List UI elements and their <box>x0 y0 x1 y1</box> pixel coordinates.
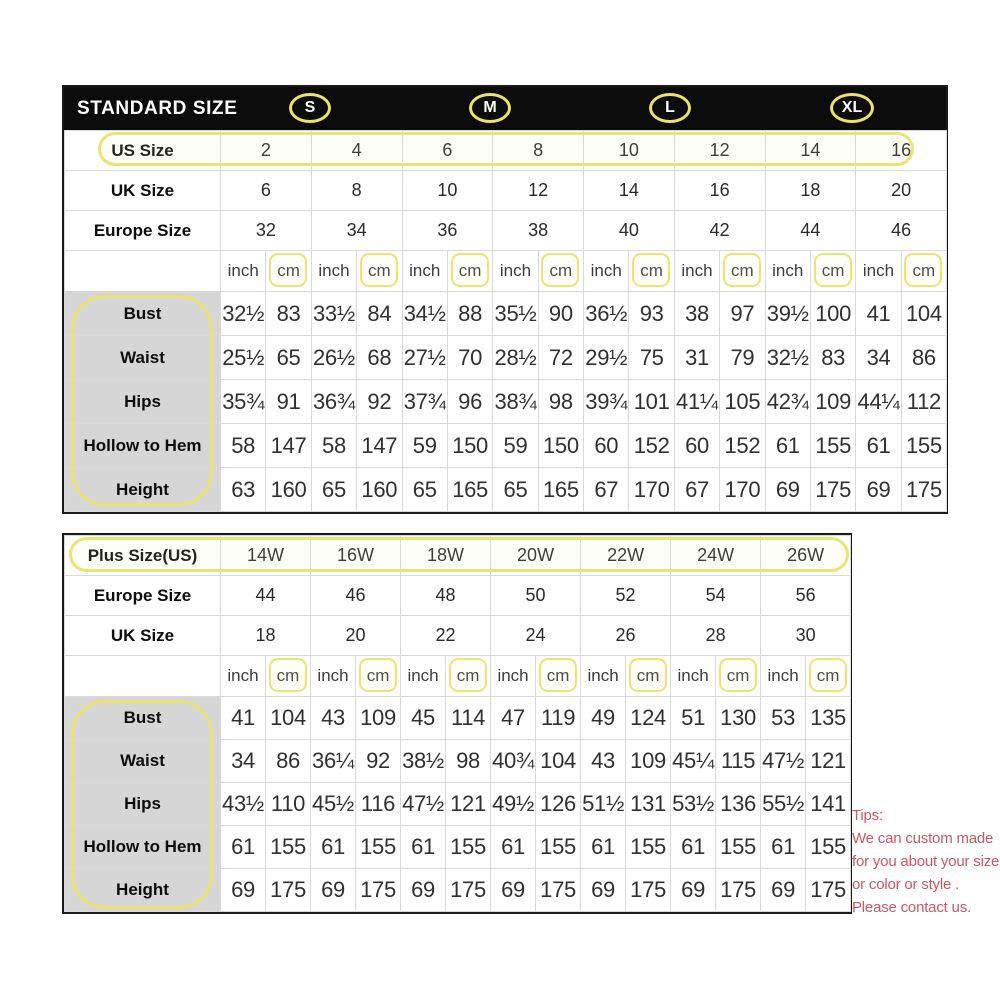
tips-line: We can custom made <box>852 830 994 847</box>
measure-value-cell: 170 <box>720 468 765 512</box>
size-value-cell: 28 <box>671 616 761 656</box>
measure-value-cell: 53 <box>761 697 806 740</box>
standard-size-grid <box>64 130 946 512</box>
measure-row-height <box>65 869 851 912</box>
row-label-waist: Waist <box>65 336 221 380</box>
measure-value-cell: 35¾ <box>221 380 266 424</box>
size-value-cell: 50 <box>491 576 581 616</box>
size-value-cell: 16 <box>856 131 947 171</box>
measure-value-cell: 98 <box>446 740 491 783</box>
plus-size-grid <box>64 535 850 912</box>
measure-value-cell: 96 <box>447 380 492 424</box>
measure-value-cell: 61 <box>311 826 356 869</box>
size-value-cell: 20W <box>491 536 581 576</box>
row-label-us-size: US Size <box>65 131 221 171</box>
measure-value-cell: 43 <box>581 740 626 783</box>
size-row-uk-size <box>65 616 851 656</box>
size-group-badge-m: M <box>469 93 511 123</box>
measure-value-cell: 47½ <box>401 783 446 826</box>
measure-value-cell: 61 <box>856 424 901 468</box>
measure-value-cell: 38½ <box>401 740 446 783</box>
measure-value-cell: 42¾ <box>765 380 810 424</box>
measure-value-cell: 32½ <box>221 292 266 336</box>
measure-row-hips <box>65 380 947 424</box>
tips-title: Tips: <box>852 807 883 824</box>
size-value-cell: 40 <box>584 211 675 251</box>
measure-value-cell: 155 <box>810 424 855 468</box>
size-value-cell: 20 <box>311 616 401 656</box>
measure-value-cell: 115 <box>716 740 761 783</box>
measure-value-cell: 131 <box>626 783 671 826</box>
measure-value-cell: 61 <box>761 826 806 869</box>
measure-value-cell: 43½ <box>221 783 266 826</box>
measure-value-cell: 61 <box>401 826 446 869</box>
size-value-cell: 46 <box>856 211 947 251</box>
measure-value-cell: 70 <box>447 336 492 380</box>
measure-value-cell: 165 <box>447 468 492 512</box>
measure-value-cell: 69 <box>221 869 266 912</box>
measure-value-cell: 47½ <box>761 740 806 783</box>
size-row-europe-size <box>65 576 851 616</box>
measure-value-cell: 45 <box>401 697 446 740</box>
size-group-badge-xl: XL <box>830 93 874 123</box>
measure-value-cell: 38 <box>674 292 719 336</box>
measure-value-cell: 105 <box>720 380 765 424</box>
size-value-cell: 8 <box>493 131 584 171</box>
unit-cell-inch: inch <box>765 251 810 292</box>
measure-value-cell: 55½ <box>761 783 806 826</box>
size-value-cell: 10 <box>584 131 675 171</box>
measure-value-cell: 63 <box>221 468 266 512</box>
size-value-cell: 14W <box>221 536 311 576</box>
measure-value-cell: 69 <box>765 468 810 512</box>
unit-cell-inch: inch <box>581 656 626 697</box>
measure-value-cell: 109 <box>810 380 855 424</box>
measure-value-cell: 65 <box>311 468 356 512</box>
size-value-cell: 10 <box>402 171 493 211</box>
measure-value-cell: 33½ <box>311 292 356 336</box>
unit-cell-inch: inch <box>221 656 266 697</box>
measure-value-cell: 69 <box>856 468 901 512</box>
unit-cell-inch: inch <box>584 251 629 292</box>
measure-value-cell: 175 <box>626 869 671 912</box>
tips-line: Please contact us. <box>852 899 971 916</box>
unit-cell-cm: cm <box>357 251 402 292</box>
row-label-hips: Hips <box>65 783 221 826</box>
measure-row-waist <box>65 336 947 380</box>
unit-row-label <box>65 656 221 697</box>
size-row-plus-size-us <box>65 536 851 576</box>
unit-cell-cm: cm <box>356 656 401 697</box>
measure-value-cell: 91 <box>266 380 311 424</box>
measure-value-cell: 86 <box>266 740 311 783</box>
measure-value-cell: 75 <box>629 336 674 380</box>
measure-value-cell: 155 <box>806 826 851 869</box>
size-value-cell: 36 <box>402 211 493 251</box>
size-value-cell: 38 <box>493 211 584 251</box>
measure-value-cell: 39½ <box>765 292 810 336</box>
unit-cell-cm: cm <box>629 251 674 292</box>
measure-value-cell: 69 <box>671 869 716 912</box>
measure-value-cell: 135 <box>806 697 851 740</box>
measure-value-cell: 152 <box>720 424 765 468</box>
measure-value-cell: 36½ <box>584 292 629 336</box>
unit-cell-inch: inch <box>674 251 719 292</box>
size-value-cell: 12 <box>674 131 765 171</box>
measure-value-cell: 69 <box>401 869 446 912</box>
size-value-cell: 30 <box>761 616 851 656</box>
measure-value-cell: 90 <box>538 292 583 336</box>
measure-value-cell: 59 <box>402 424 447 468</box>
row-label-hollow-to-hem: Hollow to Hem <box>65 826 221 869</box>
measure-value-cell: 49½ <box>491 783 536 826</box>
row-label-height: Height <box>65 869 221 912</box>
measure-value-cell: 61 <box>581 826 626 869</box>
row-label-hips: Hips <box>65 380 221 424</box>
size-row-uk-size <box>65 171 947 211</box>
measure-value-cell: 39¾ <box>584 380 629 424</box>
unit-cell-cm: cm <box>901 251 946 292</box>
unit-cell-cm: cm <box>806 656 851 697</box>
measure-value-cell: 58 <box>221 424 266 468</box>
measure-value-cell: 45½ <box>311 783 356 826</box>
measure-value-cell: 32½ <box>765 336 810 380</box>
measure-value-cell: 98 <box>538 380 583 424</box>
size-value-cell: 2 <box>221 131 312 171</box>
size-value-cell: 46 <box>311 576 401 616</box>
size-value-cell: 32 <box>221 211 312 251</box>
size-value-cell: 14 <box>584 171 675 211</box>
size-group-badge-l: L <box>649 93 691 123</box>
size-value-cell: 18 <box>765 171 856 211</box>
standard-size-header <box>64 87 946 130</box>
size-value-cell: 4 <box>311 131 402 171</box>
measure-value-cell: 100 <box>810 292 855 336</box>
measure-value-cell: 147 <box>357 424 402 468</box>
size-value-cell: 18W <box>401 536 491 576</box>
size-value-cell: 16 <box>674 171 765 211</box>
unit-cell-inch: inch <box>761 656 806 697</box>
size-value-cell: 6 <box>402 131 493 171</box>
measure-value-cell: 67 <box>584 468 629 512</box>
measure-value-cell: 165 <box>538 468 583 512</box>
unit-cell-inch: inch <box>671 656 716 697</box>
row-label-europe-size: Europe Size <box>65 576 221 616</box>
unit-cell-cm: cm <box>716 656 761 697</box>
row-label-europe-size: Europe Size <box>65 211 221 251</box>
measure-value-cell: 155 <box>266 826 311 869</box>
measure-value-cell: 34½ <box>402 292 447 336</box>
measure-value-cell: 25½ <box>221 336 266 380</box>
measure-value-cell: 147 <box>266 424 311 468</box>
size-value-cell: 44 <box>765 211 856 251</box>
measure-value-cell: 104 <box>901 292 946 336</box>
tips-note <box>852 804 999 919</box>
measure-value-cell: 93 <box>629 292 674 336</box>
size-row-europe-size <box>65 211 947 251</box>
measure-value-cell: 59 <box>493 424 538 468</box>
measure-value-cell: 61 <box>491 826 536 869</box>
measure-value-cell: 36¾ <box>311 380 356 424</box>
measure-value-cell: 150 <box>447 424 492 468</box>
measure-value-cell: 155 <box>536 826 581 869</box>
row-label-uk-size: UK Size <box>65 616 221 656</box>
unit-row <box>65 656 851 697</box>
measure-value-cell: 126 <box>536 783 581 826</box>
measure-value-cell: 97 <box>720 292 765 336</box>
measure-value-cell: 28½ <box>493 336 538 380</box>
measure-value-cell: 60 <box>674 424 719 468</box>
measure-value-cell: 69 <box>311 869 356 912</box>
measure-value-cell: 47 <box>491 697 536 740</box>
measure-row-hollow-to-hem <box>65 424 947 468</box>
size-value-cell: 34 <box>311 211 402 251</box>
measure-value-cell: 101 <box>629 380 674 424</box>
size-value-cell: 8 <box>311 171 402 211</box>
measure-value-cell: 175 <box>901 468 946 512</box>
unit-cell-cm: cm <box>626 656 671 697</box>
measure-value-cell: 49 <box>581 697 626 740</box>
measure-value-cell: 155 <box>446 826 491 869</box>
unit-cell-inch: inch <box>221 251 266 292</box>
measure-value-cell: 109 <box>626 740 671 783</box>
measure-value-cell: 150 <box>538 424 583 468</box>
unit-cell-cm: cm <box>810 251 855 292</box>
row-label-height: Height <box>65 468 221 512</box>
measure-value-cell: 72 <box>538 336 583 380</box>
measure-row-height <box>65 468 947 512</box>
size-value-cell: 56 <box>761 576 851 616</box>
measure-value-cell: 43 <box>311 697 356 740</box>
measure-value-cell: 68 <box>357 336 402 380</box>
unit-row <box>65 251 947 292</box>
measure-value-cell: 31 <box>674 336 719 380</box>
measure-value-cell: 92 <box>356 740 401 783</box>
size-value-cell: 18 <box>221 616 311 656</box>
measure-value-cell: 65 <box>493 468 538 512</box>
measure-value-cell: 155 <box>716 826 761 869</box>
measure-value-cell: 79 <box>720 336 765 380</box>
measure-value-cell: 124 <box>626 697 671 740</box>
measure-row-hollow-to-hem <box>65 826 851 869</box>
measure-value-cell: 38¾ <box>493 380 538 424</box>
measure-value-cell: 51½ <box>581 783 626 826</box>
measure-value-cell: 175 <box>536 869 581 912</box>
tips-line: for you about your size <box>852 853 1000 870</box>
measure-value-cell: 155 <box>626 826 671 869</box>
measure-value-cell: 65 <box>402 468 447 512</box>
measure-value-cell: 44¼ <box>856 380 901 424</box>
measure-value-cell: 88 <box>447 292 492 336</box>
unit-cell-cm: cm <box>266 251 311 292</box>
size-value-cell: 54 <box>671 576 761 616</box>
row-label-bust: Bust <box>65 697 221 740</box>
unit-cell-cm: cm <box>538 251 583 292</box>
size-value-cell: 16W <box>311 536 401 576</box>
unit-row-label <box>65 251 221 292</box>
measure-value-cell: 175 <box>716 869 761 912</box>
measure-value-cell: 114 <box>446 697 491 740</box>
size-value-cell: 22 <box>401 616 491 656</box>
size-value-cell: 44 <box>221 576 311 616</box>
row-label-uk-size: UK Size <box>65 171 221 211</box>
size-value-cell: 26W <box>761 536 851 576</box>
size-chart-grid <box>64 535 851 912</box>
measure-value-cell: 36¼ <box>311 740 356 783</box>
measure-value-cell: 69 <box>761 869 806 912</box>
measure-row-waist <box>65 740 851 783</box>
measure-value-cell: 121 <box>806 740 851 783</box>
measure-value-cell: 61 <box>671 826 716 869</box>
measure-value-cell: 112 <box>901 380 946 424</box>
unit-cell-cm: cm <box>536 656 581 697</box>
measure-value-cell: 175 <box>810 468 855 512</box>
unit-cell-inch: inch <box>856 251 901 292</box>
size-value-cell: 12 <box>493 171 584 211</box>
measure-value-cell: 69 <box>491 869 536 912</box>
measure-value-cell: 110 <box>266 783 311 826</box>
measure-value-cell: 136 <box>716 783 761 826</box>
standard-size-table <box>62 85 948 514</box>
unit-cell-inch: inch <box>311 656 356 697</box>
measure-value-cell: 69 <box>581 869 626 912</box>
measure-value-cell: 53½ <box>671 783 716 826</box>
unit-cell-inch: inch <box>311 251 356 292</box>
unit-cell-cm: cm <box>266 656 311 697</box>
measure-value-cell: 60 <box>584 424 629 468</box>
measure-value-cell: 61 <box>765 424 810 468</box>
row-label-plus-size-us: Plus Size(US) <box>65 536 221 576</box>
measure-value-cell: 51 <box>671 697 716 740</box>
measure-row-bust <box>65 292 947 336</box>
measure-value-cell: 61 <box>221 826 266 869</box>
size-value-cell: 14 <box>765 131 856 171</box>
unit-cell-inch: inch <box>491 656 536 697</box>
size-chart-grid <box>64 130 947 512</box>
size-row-us-size <box>65 131 947 171</box>
measure-row-bust <box>65 697 851 740</box>
measure-value-cell: 27½ <box>402 336 447 380</box>
size-value-cell: 6 <box>221 171 312 211</box>
size-group-badge-s: S <box>289 93 331 123</box>
unit-cell-cm: cm <box>447 251 492 292</box>
measure-value-cell: 34 <box>221 740 266 783</box>
measure-value-cell: 170 <box>629 468 674 512</box>
measure-value-cell: 37¾ <box>402 380 447 424</box>
measure-value-cell: 40¾ <box>491 740 536 783</box>
size-value-cell: 20 <box>856 171 947 211</box>
measure-value-cell: 160 <box>357 468 402 512</box>
unit-cell-cm: cm <box>720 251 765 292</box>
measure-value-cell: 175 <box>266 869 311 912</box>
measure-value-cell: 141 <box>806 783 851 826</box>
plus-size-table <box>62 533 852 914</box>
measure-value-cell: 175 <box>806 869 851 912</box>
size-value-cell: 22W <box>581 536 671 576</box>
measure-value-cell: 119 <box>536 697 581 740</box>
measure-value-cell: 175 <box>356 869 401 912</box>
measure-value-cell: 152 <box>629 424 674 468</box>
measure-value-cell: 104 <box>266 697 311 740</box>
tips-line: or color or style . <box>852 876 960 893</box>
size-value-cell: 26 <box>581 616 671 656</box>
measure-value-cell: 45¼ <box>671 740 716 783</box>
measure-value-cell: 65 <box>266 336 311 380</box>
measure-value-cell: 58 <box>311 424 356 468</box>
measure-value-cell: 41 <box>856 292 901 336</box>
measure-value-cell: 41 <box>221 697 266 740</box>
measure-value-cell: 86 <box>901 336 946 380</box>
size-value-cell: 42 <box>674 211 765 251</box>
measure-value-cell: 92 <box>357 380 402 424</box>
measure-value-cell: 109 <box>356 697 401 740</box>
measure-value-cell: 35½ <box>493 292 538 336</box>
size-value-cell: 24W <box>671 536 761 576</box>
row-label-bust: Bust <box>65 292 221 336</box>
size-value-cell: 24 <box>491 616 581 656</box>
measure-value-cell: 83 <box>810 336 855 380</box>
unit-cell-inch: inch <box>493 251 538 292</box>
measure-value-cell: 104 <box>536 740 581 783</box>
measure-value-cell: 26½ <box>311 336 356 380</box>
unit-cell-inch: inch <box>401 656 446 697</box>
row-label-waist: Waist <box>65 740 221 783</box>
measure-value-cell: 29½ <box>584 336 629 380</box>
unit-cell-inch: inch <box>402 251 447 292</box>
measure-row-hips <box>65 783 851 826</box>
measure-value-cell: 155 <box>356 826 401 869</box>
measure-value-cell: 34 <box>856 336 901 380</box>
measure-value-cell: 175 <box>446 869 491 912</box>
measure-value-cell: 155 <box>901 424 946 468</box>
unit-cell-cm: cm <box>446 656 491 697</box>
measure-value-cell: 84 <box>357 292 402 336</box>
size-value-cell: 52 <box>581 576 671 616</box>
measure-value-cell: 67 <box>674 468 719 512</box>
measure-value-cell: 121 <box>446 783 491 826</box>
measure-value-cell: 160 <box>266 468 311 512</box>
measure-value-cell: 83 <box>266 292 311 336</box>
measure-value-cell: 130 <box>716 697 761 740</box>
standard-size-title: STANDARD SIZE <box>77 97 238 119</box>
row-label-hollow-to-hem: Hollow to Hem <box>65 424 221 468</box>
measure-value-cell: 116 <box>356 783 401 826</box>
size-value-cell: 48 <box>401 576 491 616</box>
measure-value-cell: 41¼ <box>674 380 719 424</box>
